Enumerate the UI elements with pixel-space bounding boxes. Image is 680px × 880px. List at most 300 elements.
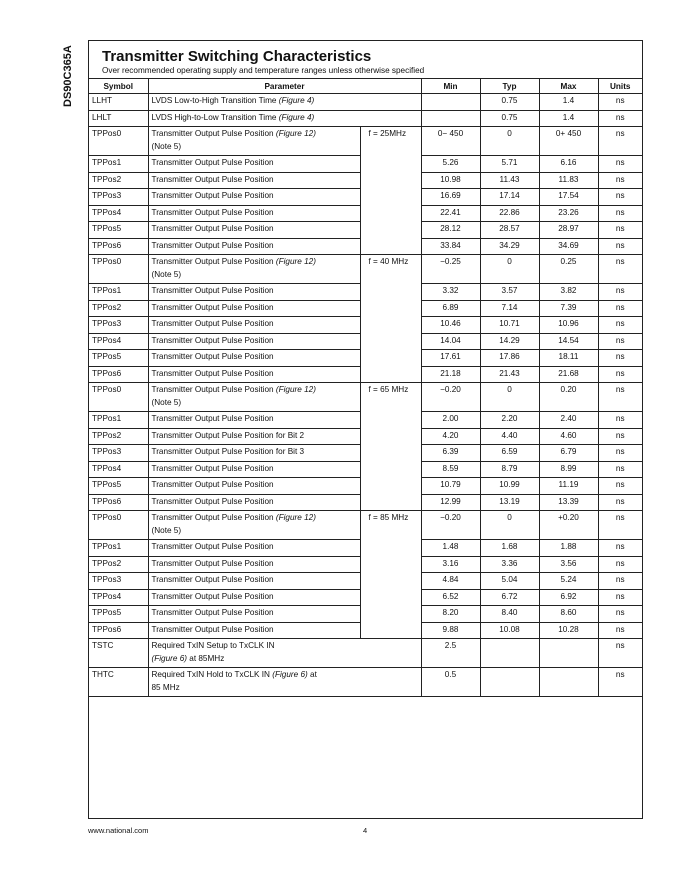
cell-symbol: TPPos1: [89, 284, 148, 301]
parameter-text: Transmitter Output Pulse Position: [151, 335, 274, 345]
cell-symbol: TPPos5: [89, 222, 148, 239]
cell-parameter: [148, 668, 421, 697]
cell-units: ns: [598, 540, 642, 557]
cell-min: 17.61: [421, 350, 480, 367]
table-row: [89, 127, 642, 156]
cell-min: 22.41: [421, 205, 480, 222]
table-body: [89, 94, 642, 697]
cell-condition: [360, 461, 421, 478]
header-max: Max: [539, 79, 598, 94]
table-row: [89, 668, 642, 697]
cell-min: 0.5: [421, 668, 480, 697]
table-row: [89, 478, 642, 495]
parameter-text: Transmitter Output Pulse Position: [151, 174, 274, 184]
cell-typ: 10.71: [480, 317, 539, 334]
cell-parameter: [148, 639, 421, 668]
cell-max: 11.83: [539, 172, 598, 189]
cell-max: 17.54: [539, 189, 598, 206]
parameter-text: Transmitter Output Pulse Position for Bit 3: [151, 447, 305, 456]
parameter-text: Transmitter Output Pulse Position: [151, 414, 274, 423]
cell-typ: 0: [480, 127, 539, 156]
cell-symbol: TPPos0: [89, 511, 148, 540]
cell-min: 1.48: [421, 540, 480, 557]
cell-min: 33.84: [421, 238, 480, 255]
cell-typ: [480, 668, 539, 697]
parameter-text: Transmitter Output Pulse Position: [151, 207, 274, 217]
parameter-text: Transmitter Output Pulse Position: [151, 257, 276, 266]
cell-max: 1.4: [539, 110, 598, 127]
cell-parameter: [148, 317, 360, 334]
parameter-line2: (Note 5): [151, 397, 182, 407]
cell-parameter: [148, 300, 360, 317]
cell-units: ns: [598, 428, 642, 445]
cell-typ: [480, 639, 539, 668]
cell-max: 18.11: [539, 350, 598, 367]
cell-typ: 5.04: [480, 573, 539, 590]
cell-symbol: TPPos4: [89, 461, 148, 478]
cell-typ: 17.86: [480, 350, 539, 367]
cell-symbol: TPPos4: [89, 589, 148, 606]
cell-typ: 6.72: [480, 589, 539, 606]
cell-units: ns: [598, 189, 642, 206]
cell-symbol: TPPos6: [89, 238, 148, 255]
cell-typ: 8.40: [480, 606, 539, 623]
cell-min: [421, 110, 480, 127]
cell-parameter: [148, 189, 360, 206]
cell-symbol: TPPos2: [89, 556, 148, 573]
cell-symbol: TPPos6: [89, 622, 148, 639]
cell-max: 6.16: [539, 156, 598, 173]
cell-units: ns: [598, 94, 642, 111]
figure-ref: (Figure 12): [275, 513, 316, 522]
cell-max: 8.60: [539, 606, 598, 623]
parameter-text: Transmitter Output Pulse Position for Bit 2: [151, 430, 305, 440]
parameter-text: LVDS High-to-Low Transition Time: [151, 112, 279, 122]
table-row: [89, 461, 642, 478]
cell-parameter: [148, 94, 421, 111]
cell-condition: [360, 622, 421, 639]
cell-symbol: TPPos3: [89, 445, 148, 462]
cell-typ: 14.29: [480, 333, 539, 350]
cell-units: ns: [598, 300, 642, 317]
footer-page-number: 4: [363, 826, 368, 835]
cell-max: 7.39: [539, 300, 598, 317]
cell-typ: 0: [480, 255, 539, 284]
cell-min: 8.59: [421, 461, 480, 478]
cell-min: 10.98: [421, 172, 480, 189]
cell-max: [539, 668, 598, 697]
cell-units: ns: [598, 511, 642, 540]
cell-condition: [360, 589, 421, 606]
cell-units: ns: [598, 172, 642, 189]
cell-parameter: [148, 494, 360, 511]
cell-max: 2.40: [539, 412, 598, 429]
table-row: [89, 300, 642, 317]
cell-symbol: TPPos0: [89, 383, 148, 412]
parameter-text: Transmitter Output Pulse Position: [151, 513, 276, 522]
cell-condition: [360, 333, 421, 350]
cell-parameter: [148, 511, 360, 540]
cell-condition: [360, 412, 421, 429]
cell-parameter: [148, 540, 360, 557]
parameter-text: Transmitter Output Pulse Position: [151, 240, 274, 250]
header-typ: Typ: [480, 79, 539, 94]
cell-units: ns: [598, 350, 642, 367]
cell-max: 10.28: [539, 622, 598, 639]
cell-typ: 13.19: [480, 494, 539, 511]
table-row: [89, 156, 642, 173]
cell-min: [421, 94, 480, 111]
cell-units: ns: [598, 668, 642, 697]
cell-units: ns: [598, 556, 642, 573]
figure-ref: (Figure 4): [278, 112, 315, 122]
cell-min: 3.32: [421, 284, 480, 301]
page-title: Transmitter Switching Characteristics: [102, 48, 372, 65]
cell-condition: [360, 606, 421, 623]
cell-units: ns: [598, 127, 642, 156]
cell-condition: [360, 222, 421, 239]
cell-max: 5.24: [539, 573, 598, 590]
cell-max: 14.54: [539, 333, 598, 350]
cell-condition: [360, 172, 421, 189]
cell-max: 1.4: [539, 94, 598, 111]
cell-units: ns: [598, 461, 642, 478]
parameter-text: Transmitter Output Pulse Position: [151, 286, 274, 295]
cell-units: ns: [598, 156, 642, 173]
parameter-text: Transmitter Output Pulse Position: [151, 352, 274, 361]
footer-website: www.national.com: [88, 826, 149, 835]
cell-typ: 10.99: [480, 478, 539, 495]
parameter-text: Transmitter Output Pulse Position: [151, 496, 274, 506]
cell-condition: f = 85 MHz: [360, 511, 421, 540]
cell-units: ns: [598, 366, 642, 383]
header-parameter: Parameter: [148, 79, 421, 94]
cell-min: 12.99: [421, 494, 480, 511]
figure-ref: (Figure 6): [151, 653, 187, 663]
table-row: [89, 317, 642, 334]
cell-condition: [360, 478, 421, 495]
side-part-number: [61, 38, 75, 108]
cell-parameter: [148, 622, 360, 639]
cell-max: 0.25: [539, 255, 598, 284]
cell-parameter: [148, 461, 360, 478]
cell-parameter: [148, 333, 360, 350]
cell-parameter: [148, 573, 360, 590]
parameter-tail: at 85MHz: [187, 653, 225, 663]
cell-symbol: LLHT: [89, 94, 148, 111]
parameter-text: Transmitter Output Pulse Position: [151, 191, 274, 200]
table-row: [89, 366, 642, 383]
parameter-tail: at: [307, 670, 317, 679]
cell-max: 28.97: [539, 222, 598, 239]
cell-units: ns: [598, 606, 642, 623]
table-row: [89, 383, 642, 412]
cell-min: 5.26: [421, 156, 480, 173]
cell-max: 6.92: [539, 589, 598, 606]
cell-condition: [360, 189, 421, 206]
cell-condition: [360, 556, 421, 573]
cell-units: ns: [598, 205, 642, 222]
header-units: Units: [598, 79, 642, 94]
cell-typ: 21.43: [480, 366, 539, 383]
cell-symbol: TPPos5: [89, 478, 148, 495]
cell-min: 4.84: [421, 573, 480, 590]
parameter-text: Transmitter Output Pulse Position: [151, 480, 274, 489]
table-row: [89, 94, 642, 111]
cell-min: −0.20: [421, 511, 480, 540]
cell-parameter: [148, 366, 360, 383]
cell-units: ns: [598, 589, 642, 606]
cell-parameter: [148, 255, 360, 284]
cell-min: 8.20: [421, 606, 480, 623]
cell-condition: [360, 300, 421, 317]
cell-min: 21.18: [421, 366, 480, 383]
cell-units: ns: [598, 494, 642, 511]
cell-condition: [360, 445, 421, 462]
cell-min: 3.16: [421, 556, 480, 573]
page-subtitle: Over recommended operating supply and temperature ranges unless otherwise specified: [102, 66, 425, 75]
parameter-text: Transmitter Output Pulse Position: [151, 319, 274, 328]
figure-ref: (Figure 4): [278, 96, 315, 105]
cell-max: 23.26: [539, 205, 598, 222]
cell-condition: [360, 238, 421, 255]
parameter-text: Transmitter Output Pulse Position: [151, 575, 274, 584]
cell-max: 10.96: [539, 317, 598, 334]
table-row: [89, 573, 642, 590]
characteristics-table: [89, 78, 642, 697]
cell-parameter: [148, 445, 360, 462]
cell-parameter: [148, 110, 421, 127]
cell-max: 34.69: [539, 238, 598, 255]
cell-parameter: [148, 156, 360, 173]
figure-ref: (Figure 12): [275, 385, 316, 394]
cell-symbol: TPPos0: [89, 255, 148, 284]
cell-condition: f = 40 MHz: [360, 255, 421, 284]
cell-min: 16.69: [421, 189, 480, 206]
cell-units: ns: [598, 622, 642, 639]
cell-units: ns: [598, 255, 642, 284]
cell-symbol: TPPos4: [89, 333, 148, 350]
table-row: [89, 445, 642, 462]
cell-typ: 11.43: [480, 172, 539, 189]
cell-symbol: TPPos1: [89, 540, 148, 557]
parameter-text: Transmitter Output Pulse Position: [151, 542, 274, 551]
cell-min: 14.04: [421, 333, 480, 350]
cell-units: ns: [598, 478, 642, 495]
parameter-text: Transmitter Output Pulse Position: [151, 608, 274, 617]
cell-min: 6.89: [421, 300, 480, 317]
parameter-text: Transmitter Output Pulse Position: [151, 302, 274, 312]
cell-max: 0.20: [539, 383, 598, 412]
cell-condition: [360, 284, 421, 301]
cell-min: 10.46: [421, 317, 480, 334]
cell-condition: [360, 366, 421, 383]
table-row: [89, 110, 642, 127]
cell-typ: 22.86: [480, 205, 539, 222]
cell-typ: 10.08: [480, 622, 539, 639]
table-row: [89, 589, 642, 606]
cell-parameter: [148, 284, 360, 301]
table-row: [89, 238, 642, 255]
cell-symbol: TPPos0: [89, 127, 148, 156]
cell-typ: 2.20: [480, 412, 539, 429]
cell-symbol: TPPos2: [89, 300, 148, 317]
cell-max: [539, 639, 598, 668]
cell-typ: 0: [480, 511, 539, 540]
parameter-line2: (Note 5): [151, 141, 182, 151]
cell-typ: 1.68: [480, 540, 539, 557]
cell-max: 6.79: [539, 445, 598, 462]
cell-typ: 0.75: [480, 110, 539, 127]
parameter-text: Transmitter Output Pulse Position: [151, 368, 274, 378]
table-row: [89, 511, 642, 540]
table-row: [89, 606, 642, 623]
cell-typ: 3.36: [480, 556, 539, 573]
table-row: [89, 412, 642, 429]
cell-typ: 0: [480, 383, 539, 412]
cell-units: ns: [598, 222, 642, 239]
parameter-text: Required TxIN Hold to TxCLK IN: [151, 670, 273, 679]
cell-symbol: THTC: [89, 668, 148, 697]
table-row: [89, 350, 642, 367]
parameter-text: Transmitter Output Pulse Position: [151, 558, 274, 568]
table-row: [89, 639, 642, 668]
cell-units: ns: [598, 317, 642, 334]
cell-typ: 7.14: [480, 300, 539, 317]
table-row: [89, 556, 642, 573]
cell-max: +0.20: [539, 511, 598, 540]
cell-symbol: TPPos6: [89, 366, 148, 383]
table-row: [89, 494, 642, 511]
cell-max: 1.88: [539, 540, 598, 557]
cell-parameter: [148, 412, 360, 429]
cell-parameter: [148, 172, 360, 189]
parameter-line2: 85 MHz: [151, 682, 180, 692]
cell-condition: [360, 494, 421, 511]
table-row: [89, 205, 642, 222]
cell-typ: 6.59: [480, 445, 539, 462]
header-min: Min: [421, 79, 480, 94]
cell-parameter: [148, 383, 360, 412]
cell-symbol: TPPos5: [89, 606, 148, 623]
cell-max: 4.60: [539, 428, 598, 445]
cell-max: 21.68: [539, 366, 598, 383]
cell-symbol: TPPos1: [89, 156, 148, 173]
cell-max: 8.99: [539, 461, 598, 478]
cell-condition: [360, 156, 421, 173]
cell-condition: f = 25MHz: [360, 127, 421, 156]
table-row: [89, 255, 642, 284]
cell-parameter: [148, 606, 360, 623]
cell-units: ns: [598, 383, 642, 412]
cell-condition: [360, 205, 421, 222]
parameter-text: Required TxIN Setup to TxCLK IN: [151, 641, 275, 650]
cell-units: ns: [598, 445, 642, 462]
cell-parameter: [148, 556, 360, 573]
cell-units: ns: [598, 412, 642, 429]
cell-condition: [360, 317, 421, 334]
cell-condition: f = 65 MHz: [360, 383, 421, 412]
table-row: [89, 172, 642, 189]
cell-symbol: LHLT: [89, 110, 148, 127]
table-row: [89, 622, 642, 639]
figure-ref: (Figure 12): [275, 257, 316, 266]
cell-min: −0.25: [421, 255, 480, 284]
cell-min: 2.00: [421, 412, 480, 429]
parameter-text: Transmitter Output Pulse Position: [151, 591, 274, 601]
cell-symbol: TPPos2: [89, 172, 148, 189]
cell-symbol: TPPos3: [89, 189, 148, 206]
cell-min: 28.12: [421, 222, 480, 239]
cell-min: 10.79: [421, 478, 480, 495]
cell-units: ns: [598, 238, 642, 255]
cell-parameter: [148, 589, 360, 606]
cell-symbol: TPPos2: [89, 428, 148, 445]
cell-min: 2.5: [421, 639, 480, 668]
header-symbol: Symbol: [89, 79, 148, 94]
parameter-text: Transmitter Output Pulse Position: [151, 129, 276, 138]
parameter-text: Transmitter Output Pulse Position: [151, 624, 274, 634]
cell-parameter: [148, 428, 360, 445]
cell-min: −0.20: [421, 383, 480, 412]
cell-parameter: [148, 205, 360, 222]
cell-symbol: TPPos3: [89, 317, 148, 334]
content-frame: [88, 40, 643, 819]
cell-parameter: [148, 238, 360, 255]
cell-min: 4.20: [421, 428, 480, 445]
table-header-row: [89, 79, 642, 94]
cell-symbol: TPPos1: [89, 412, 148, 429]
cell-typ: 17.14: [480, 189, 539, 206]
cell-typ: 28.57: [480, 222, 539, 239]
table-row: [89, 284, 642, 301]
cell-max: 0+ 450: [539, 127, 598, 156]
cell-parameter: [148, 478, 360, 495]
part-number-text: DS90C365A: [62, 45, 74, 107]
cell-units: ns: [598, 573, 642, 590]
cell-min: 6.39: [421, 445, 480, 462]
cell-parameter: [148, 127, 360, 156]
cell-max: 13.39: [539, 494, 598, 511]
cell-max: 3.82: [539, 284, 598, 301]
cell-min: 6.52: [421, 589, 480, 606]
figure-ref: (Figure 6): [272, 670, 308, 679]
cell-parameter: [148, 222, 360, 239]
table-row: [89, 333, 642, 350]
cell-units: ns: [598, 333, 642, 350]
parameter-text: Transmitter Output Pulse Position: [151, 224, 274, 233]
cell-max: 11.19: [539, 478, 598, 495]
figure-ref: (Figure 12): [275, 129, 316, 138]
cell-symbol: TPPos3: [89, 573, 148, 590]
cell-symbol: TPPos6: [89, 494, 148, 511]
cell-parameter: [148, 350, 360, 367]
cell-condition: [360, 540, 421, 557]
cell-min: 9.88: [421, 622, 480, 639]
cell-typ: 0.75: [480, 94, 539, 111]
cell-symbol: TPPos4: [89, 205, 148, 222]
cell-condition: [360, 350, 421, 367]
parameter-text: LVDS Low-to-High Transition Time: [151, 96, 279, 105]
cell-min: 0− 450: [421, 127, 480, 156]
parameter-line2: (Note 5): [151, 525, 182, 535]
cell-typ: 3.57: [480, 284, 539, 301]
parameter-text: Transmitter Output Pulse Position: [151, 158, 274, 167]
table-row: [89, 540, 642, 557]
cell-typ: 34.29: [480, 238, 539, 255]
cell-condition: [360, 428, 421, 445]
cell-max: 3.56: [539, 556, 598, 573]
